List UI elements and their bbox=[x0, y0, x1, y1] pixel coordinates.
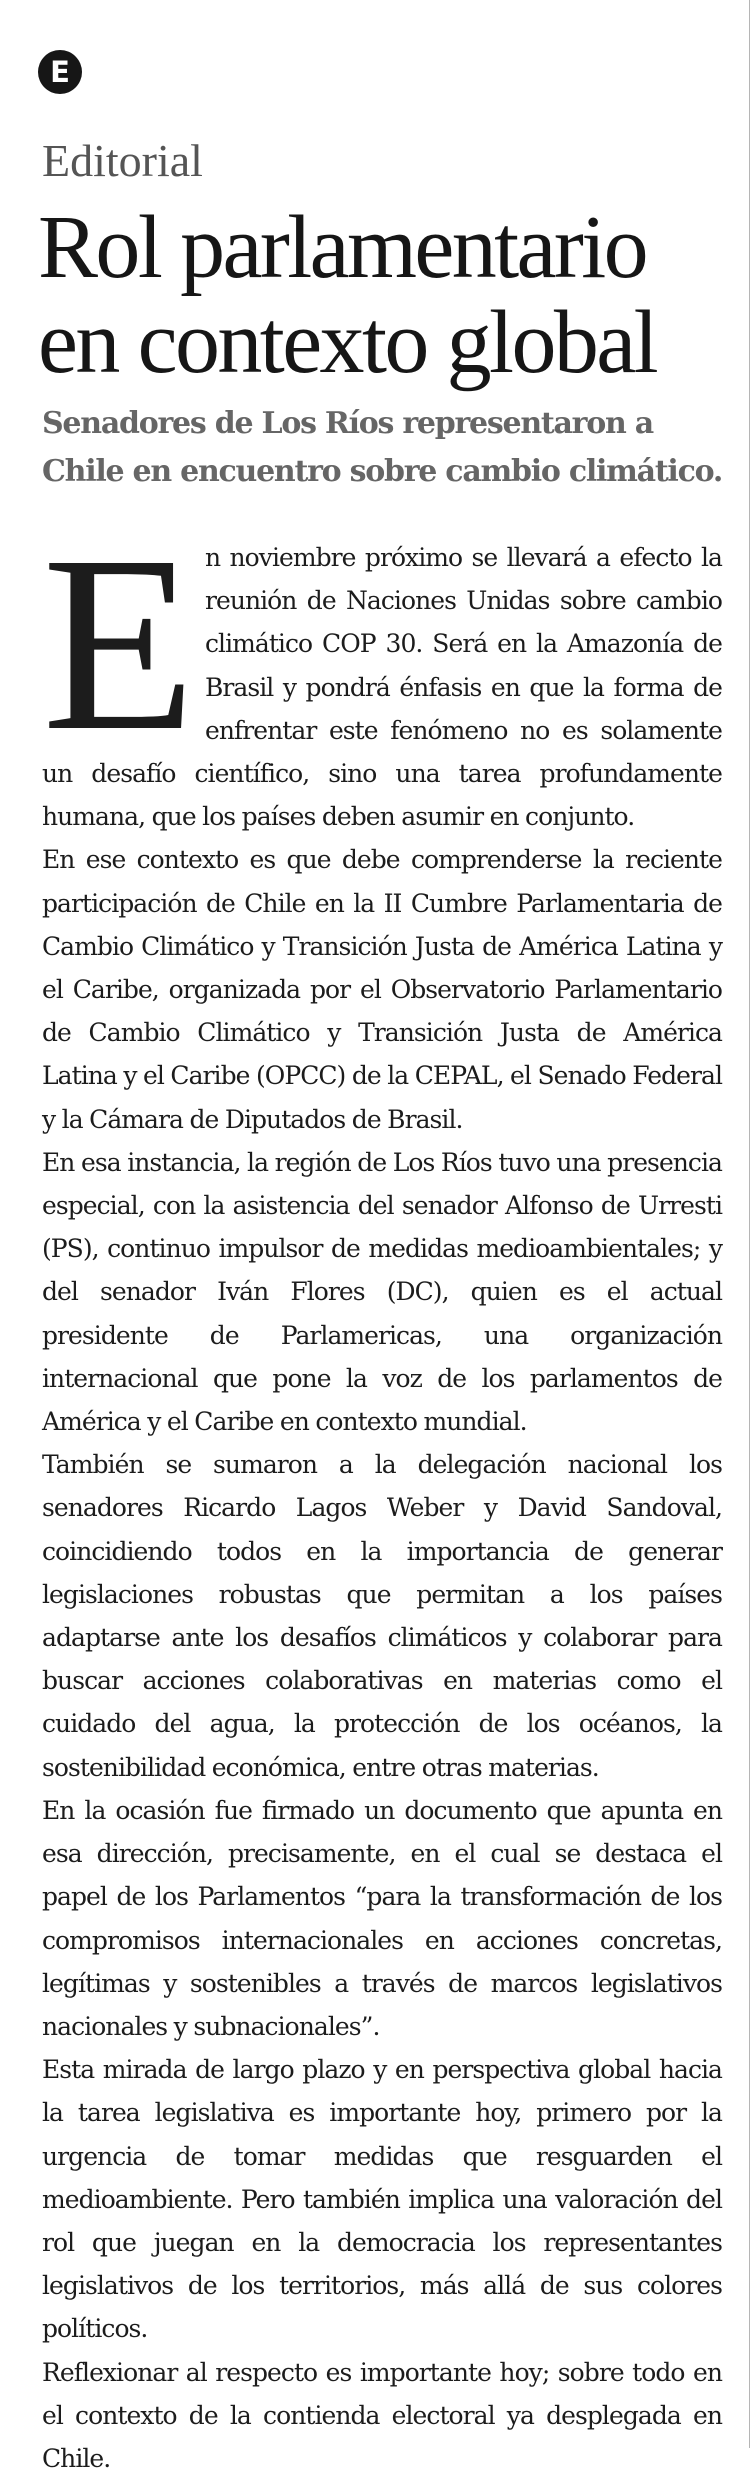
article-body bbox=[42, 503, 722, 2480]
paragraph: Esta mirada de largo plazo y en perspectiva global hacia la tarea legislativa es importante hoy, primero por la urgencia de tomar medidas que resguarden el medioambiente. Pero también implica una valoración del rol que juegan en la democracia los representantes legislativos de los territorios, más allá de sus colores políticos. bbox=[42, 2055, 722, 2344]
editorial-badge: E bbox=[38, 50, 82, 94]
paragraph-text: n noviembre próximo se llevará a efecto la reunión de Naciones Unidas sobre cambio climático COP 30. Será en la Amazonía de Brasil y pondrá énfasis en que la forma de enfrentar este fenómeno no es solamente un desafío científico, sino una tarea profundamente humana, que los países deben asumir en conjunto. bbox=[42, 543, 722, 832]
paragraph: En ese contexto es que debe comprenderse la reciente participación de Chile en la II Cumbre Parlamentaria de Cambio Climático y Transición Justa de América Latina y el Caribe, organizada por el Observatorio Parlamentario de Cambio Climático y Transición Justa de América Latina y el Caribe (OPCC) de la CEPAL, el Senado Federal y la Cámara de Diputados de Brasil. bbox=[42, 845, 722, 1134]
paragraph: Reflexionar al respecto es importante hoy; sobre todo en el contexto de la contienda electoral ya desplegada en Chile. bbox=[42, 2357, 722, 2473]
paragraph: En la ocasión fue firmado un documento que apunta en esa dirección, precisamente, en el cual se destaca el papel de los Parlamentos “para la transformación de los compromisos internacionales en acciones concretas, legítimas y sostenibles a través de marcos legislativos nacionales y subnacionales”. bbox=[42, 1795, 722, 2041]
paragraph bbox=[42, 503, 722, 838]
paragraph: En esa instancia, la región de Los Ríos tuvo una presencia especial, con la asistencia del senador Alfonso de Urresti (PS), continuo impulsor de medidas medioambientales; y del senador Iván Flores (DC), quien es el actual presidente de Parlamericas, una organización internacional que pone la voz de los parlamentos de América y el Caribe en contexto mundial. bbox=[42, 1147, 722, 1437]
paragraph: También se sumaron a la delegación nacional los senadores Ricardo Lagos Weber y David Sandoval, coincidiendo todos en la importancia de generar legislaciones robustas que permitan a los países adaptarse ante los desafíos climáticos y colaborar para buscar acciones colaborativas en materias como el cuidado del agua, la protección de los océanos, la sostenibilidad económica, entre otras materias. bbox=[42, 1450, 722, 1782]
section-label: Editorial bbox=[42, 135, 203, 186]
drop-cap: E bbox=[42, 503, 195, 783]
deck-subheading: Senadores de Los Ríos representaron a Chile en encuentro sobre cambio climático. bbox=[42, 406, 723, 489]
headline: Rol parlamentario en contexto global bbox=[38, 198, 657, 392]
column-rule bbox=[749, 0, 750, 2448]
